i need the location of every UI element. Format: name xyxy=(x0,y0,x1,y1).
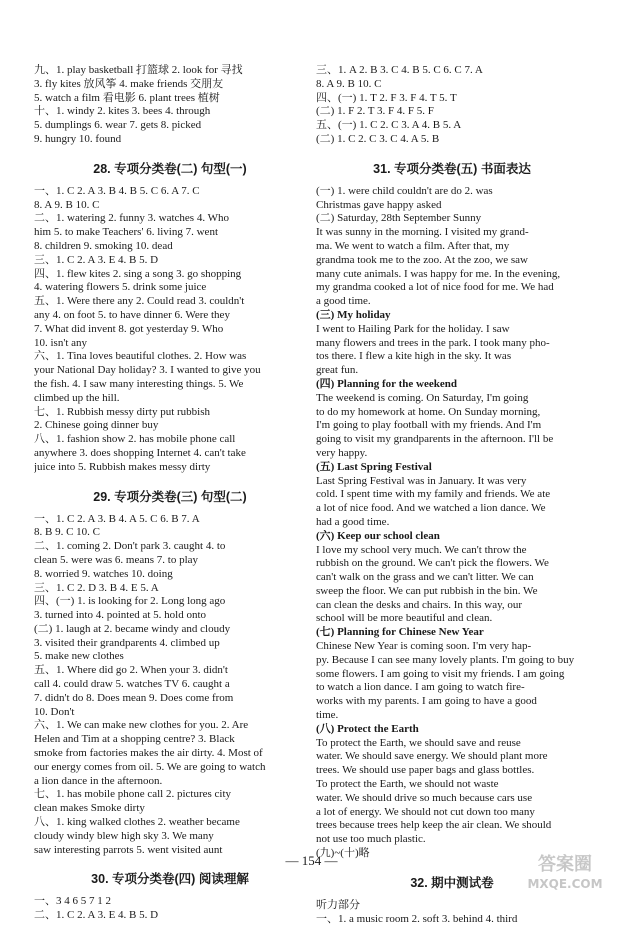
answer-line: To protect the Earth, we should save and reuse xyxy=(316,736,521,749)
answer-line: (二) Saturday, 28th September Sunny xyxy=(316,212,482,225)
answer-line: juice into 5. Rubbish makes messy dirty xyxy=(34,460,211,473)
answer-line: water. We should drive so much because cars use xyxy=(316,791,533,804)
answer-line: Helen and Tim at a shopping centre? 3. Black xyxy=(34,733,235,746)
answer-line: 九、1. play basketball 打篮球 2. look for 寻找 xyxy=(34,64,243,76)
answer-line: trees because trees help keep the air clean. We should xyxy=(316,819,552,832)
answer-line: anywhere 3. does shopping Internet 4. can't take xyxy=(34,446,246,459)
answer-line: my grandma cooked a lot of nice food for me. We had xyxy=(316,281,554,294)
answer-line: The weekend is coming. On Saturday, I'm going xyxy=(316,391,529,404)
answer-line: climbed up the hill. xyxy=(34,391,120,404)
section-heading: 30. 专项分类卷(四) 阅读理解 xyxy=(91,872,249,887)
answer-line: 听力部分 xyxy=(316,898,360,911)
answer-line: 四、1. flew kites 2. sing a song 3. go shopping xyxy=(34,267,242,280)
answer-line: 五、1. Where did go 2. When your 3. didn't xyxy=(34,664,228,677)
answer-line: a lion dance in the afternoon. xyxy=(34,774,163,787)
answer-line: 一、1. C 2. A 3. B 4. B 5. C 6. A 7. C xyxy=(34,184,200,197)
answer-line: 八、1. fashion show 2. has mobile phone call xyxy=(34,433,236,446)
answer-line: going to visit my grandparents in the afternoon. I'll be xyxy=(316,433,554,446)
answer-line: (二) 1. C 2. C 3. C 4. A 5. B xyxy=(316,132,440,145)
answer-line: clean 5. were was 6. means 7. to play xyxy=(34,553,199,566)
answer-line: sweep the floor. We can put rubbish in the bin. We xyxy=(316,584,538,597)
watermark-logo xyxy=(515,848,615,894)
answer-line: 二、1. C 2. A 3. E 4. B 5. D xyxy=(34,909,159,922)
answer-line: can clean the desks and chairs. In this way, our xyxy=(316,598,523,611)
answer-line: 9. hungry 10. found xyxy=(34,132,122,145)
answer-line: py. Because I can see many lovely plants. I'm going to buy xyxy=(316,653,575,666)
answer-line: our energy comes from oil. 5. We are going to watch xyxy=(34,760,266,773)
answer-line: some flowers. I am going to visit my friends. I am going xyxy=(316,667,565,680)
answer-line: 十、1. windy 2. kites 3. bees 4. through xyxy=(34,105,211,118)
answer-line: many flowers and trees in the park. I took many pho- xyxy=(316,336,550,349)
answer-line: 二、1. coming 2. Don't park 3. caught 4. to xyxy=(34,540,226,553)
answer-line: 一、1. a music room 2. soft 3. behind 4. third xyxy=(316,912,518,925)
answer-line: smoke from factories makes the air dirty. 4. Most of xyxy=(34,747,263,760)
answer-line: 3. visited their grandparents 4. climbed up xyxy=(34,636,220,649)
answer-line: Christmas gave happy asked xyxy=(316,198,442,211)
right-column xyxy=(316,64,588,926)
answer-line: 一、3 4 6 5 7 1 2 xyxy=(34,895,111,908)
answer-line: your National Day holiday? 3. I wanted to give you xyxy=(34,364,261,377)
answer-line: not use too much plastic. xyxy=(316,833,426,846)
answer-line: trees. We should use paper bags and glass bottles. xyxy=(316,764,535,777)
left-column xyxy=(34,64,306,923)
answer-line: water. We should save energy. We should plant more xyxy=(316,750,548,763)
answer-line: cold. I spent time with my family and friends. We ate xyxy=(316,488,551,501)
answer-line: 3. turned into 4. pointed at 5. hold onto xyxy=(34,609,207,622)
answer-line: 8. worried 9. watches 10. doing xyxy=(34,567,173,580)
answer-line: (二) 1. F 2. T 3. F 4. F 5. F xyxy=(316,105,434,118)
answer-line: saw interesting parrots 5. went visited aunt xyxy=(34,843,223,856)
answer-line: tos there. I flew a kite high in the sky. It was xyxy=(316,350,512,363)
answer-line: 三、1. C 2. A 3. E 4. B 5. D xyxy=(34,253,159,266)
answer-line: 四、(一) 1. is looking for 2. Long long ago xyxy=(34,595,226,608)
answer-line: a good time. xyxy=(316,295,371,308)
answer-line: 七、1. Rubbish messy dirty put rubbish xyxy=(34,405,211,418)
answer-line: call 4. could draw 5. watches TV 6. caught a xyxy=(34,678,230,691)
answer-line: 二、1. watering 2. funny 3. watches 4. Who xyxy=(34,212,230,225)
subsection-title: (六) Keep our school clean xyxy=(316,529,440,542)
answer-line: 8. A 9. B 10. C xyxy=(316,77,382,90)
answer-line: 4. watering flowers 5. drink some juice xyxy=(34,281,207,294)
section-heading: 28. 专项分类卷(二) 句型(一) xyxy=(93,161,247,176)
answer-line: great fun. xyxy=(316,364,359,377)
answer-line: (二) 1. laugh at 2. became windy and cloudy xyxy=(34,622,231,635)
answer-line: to watch a lion dance. I am going to watch fire- xyxy=(316,681,525,694)
answer-line: 八、1. king walked clothes 2. weather became xyxy=(34,816,240,829)
answer-line: Last Spring Festival was in January. It was very xyxy=(316,474,527,487)
answer-line: 四、(一) 1. T 2. F 3. F 4. T 5. T xyxy=(316,91,457,104)
subsection-title: (五) Last Spring Festival xyxy=(316,460,432,473)
answer-line: 8. A 9. B 10. C xyxy=(34,198,100,211)
answer-line: 五、(一) 1. C 2. C 3. A 4. B 5. A xyxy=(316,119,462,132)
answer-line: can't walk on the grass and we can't litter. We can xyxy=(316,571,534,584)
answer-line: school will be more beautiful and clean. xyxy=(316,612,493,625)
subsection-title: (三) My holiday xyxy=(316,308,391,321)
answer-line: 七、1. has mobile phone call 2. pictures city xyxy=(34,788,232,801)
watermark-url: MXQE.COM xyxy=(527,877,603,891)
answer-line: It was sunny in the morning. I visited my grand- xyxy=(316,226,529,239)
answer-line: 五、1. Were there any 2. Could read 3. couldn't xyxy=(34,295,245,308)
answer-line: grandma took me to the zoo. At the zoo, we saw xyxy=(316,253,529,266)
answer-line: 5. dumplings 6. wear 7. gets 8. picked xyxy=(34,119,202,132)
answer-line: To protect the Earth, we should not waste xyxy=(316,778,499,791)
answer-line: a lot of energy. We should not cut down too many xyxy=(316,805,535,818)
answer-line: a lot of nice food. And we watched a lion dance. We xyxy=(316,502,546,515)
answer-line: time. xyxy=(316,709,339,722)
answer-line: rubbish on the ground. We can't pick the flowers. We xyxy=(316,557,549,570)
answer-line: 3. fly kites 放风筝 4. make friends 交朋友 xyxy=(34,77,224,90)
answer-line: (一) 1. were child couldn't are do 2. was xyxy=(316,184,493,197)
page-number: — 154 — xyxy=(285,853,338,868)
answer-line: 一、1. C 2. A 3. B 4. A 5. C 6. B 7. A xyxy=(34,512,200,525)
watermark-text: 答案圈 xyxy=(538,854,592,875)
answer-line: cloudy windy blew high sky 3. We many xyxy=(34,829,214,842)
section-heading: 32. 期中测试卷 xyxy=(410,875,494,890)
answer-line: 8. children 9. smoking 10. dead xyxy=(34,239,173,252)
answer-line: many cute animals. I was happy for me. In the evening, xyxy=(316,267,561,280)
answer-line: (九)~(十)略 xyxy=(316,847,370,860)
answer-line: 5. watch a film 看电影 6. plant trees 植树 xyxy=(34,91,220,104)
answer-line: I'm going to play football with my friends. And I'm xyxy=(316,419,542,432)
answer-line: 六、1. We can make new clothes for you. 2. Are xyxy=(34,719,249,732)
answer-line: ma. We went to watch a film. After that, my xyxy=(316,239,510,252)
answer-line: him 5. to make Teachers' 6. living 7. went xyxy=(34,226,218,239)
answer-line: the fish. 4. I saw many interesting things. 5. We xyxy=(34,377,244,390)
answer-line: 三、1. A 2. B 3. C 4. B 5. C 6. C 7. A xyxy=(316,64,483,76)
answer-line: Chinese New Year is coming soon. I'm very hap- xyxy=(316,640,532,653)
subsection-title: (八) Protect the Earth xyxy=(316,722,419,735)
subsection-title: (七) Planning for Chinese New Year xyxy=(316,626,484,639)
section-heading: 31. 专项分类卷(五) 书面表达 xyxy=(373,161,531,176)
answer-line: had a good time. xyxy=(316,515,390,528)
subsection-title: (四) Planning for the weekend xyxy=(316,377,457,390)
answer-line: I love my school very much. We can't throw the xyxy=(316,543,527,556)
answer-line: to do my homework at home. On Sunday morning, xyxy=(316,405,541,418)
answer-line: very happy. xyxy=(316,446,368,459)
answer-line: 2. Chinese going dinner buy xyxy=(34,419,159,432)
answer-line: 三、1. C 2. D 3. B 4. E 5. A xyxy=(34,581,159,594)
answer-line: 5. make new clothes xyxy=(34,650,124,663)
answer-line: 10. Don't xyxy=(34,705,75,718)
answer-line: clean makes Smoke dirty xyxy=(34,802,145,815)
answer-line: 10. isn't any xyxy=(34,336,88,349)
answer-line: 六、1. Tina loves beautiful clothes. 2. How was xyxy=(34,350,247,363)
section-heading: 29. 专项分类卷(三) 句型(二) xyxy=(93,489,247,504)
answer-line: I went to Hailing Park for the holiday. I saw xyxy=(316,322,510,335)
answer-line: 7. didn't do 8. Does mean 9. Does come from xyxy=(34,691,234,704)
answer-line: works with my parents. I am going to have a good xyxy=(316,695,537,708)
answer-line: 7. What did invent 8. got yesterday 9. Who xyxy=(34,322,224,335)
answer-line: any 4. on foot 5. to have dinner 6. Were they xyxy=(34,308,230,321)
answer-line: 8. B 9. C 10. C xyxy=(34,526,101,539)
